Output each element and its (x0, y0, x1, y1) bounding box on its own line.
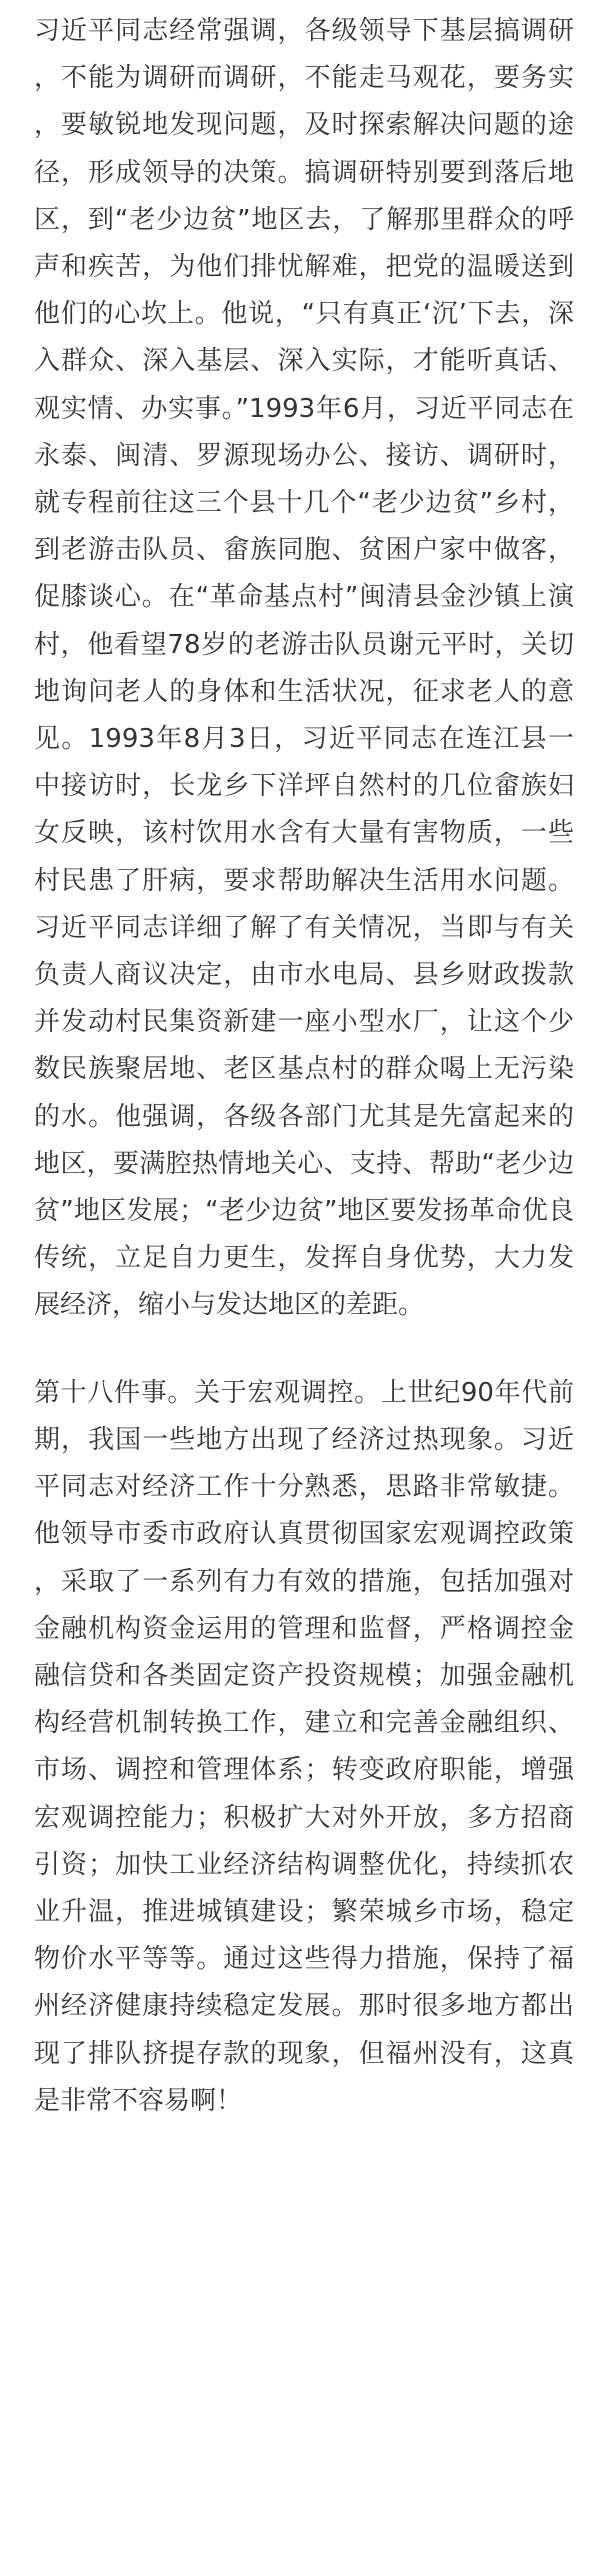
article-paragraph-1: 习近平同志经常强调，各级领导下基层搞调研，不能为调研而调研，不能走马观花，要务实，要敏锐地发现问题，及时探索解决问题的途径，形成领导的决策。搞调研特别要到落后地区，到“老少边贫”地区去，了解那里群众的呼声和疾苦，为他们排忧解难，把党的温暖送到他们的心坎上。他说，“只有真正‘沉’下去，深入群众、深入基层、深入实际，才能听真话、观实情、办实事。”1993年6月，习近平同志在永泰、闽清、罗源现场办公、接访、调研时，就专程前往这三个县十几个“老少边贫”乡村，到老游击队员、畲族同胞、贫困户家中做客，促膝谈心。在“革命基点村”闽清县金沙镇上演村，他看望78岁的老游击队员谢元平时，关切地询问老人的身体和生活状况，征求老人的意见。1993年8月3日，习近平同志在连江县一中接访时，长龙乡下洋坪自然村的几位畲族妇女反映，该村饮用水含有大量有害物质，一些村民患了肝病，要求帮助解决生活用水问题。习近平同志详细了解了有关情况，当即与有关负责人商议决定，由市水电局、县乡财政拨款并发动村民集资新建一座小型水厂，让这个少数民族聚居地、老区基点村的群众喝上无污染的水。他强调，各级各部门尤其是先富起来的地区，要满腔热情地关心、支持、帮助“老少边贫”地区发展；“老少边贫”地区要发扬革命优良传统，立足自力更生，发挥自身优势，大力发展经济，缩小与发达地区的差距。 (34, 16, 574, 1321)
article-body (34, 0, 574, 2125)
article-paragraph-2: 第十八件事。关于宏观调控。上世纪90年代前期，我国一些地方出现了经济过热现象。习近平同志对经济工作十分熟悉，思路非常敏捷。他领导市委市政府认真贯彻国家宏观调控政策，采取了一系列有力有效的措施，包括加强对金融机构资金运用的管理和监督，严格调控金融信贷和各类固定资产投资规模；加强金融机构经营机制转换工作，建立和完善金融组织、市场、调控和管理体系；转变政府职能，增强宏观调控能力；积极扩大对外开放，多方招商引资；加快工业经济结构调整优化，持续抓农业升温，推进城镇建设；繁荣城乡市场，稳定物价水平等等。通过这些得力措施，保持了福州经济健康持续稳定发展。那时很多地方都出现了排队挤提存款的现象，但福州没有，这真是非常不容易啊！ (34, 1377, 574, 2116)
